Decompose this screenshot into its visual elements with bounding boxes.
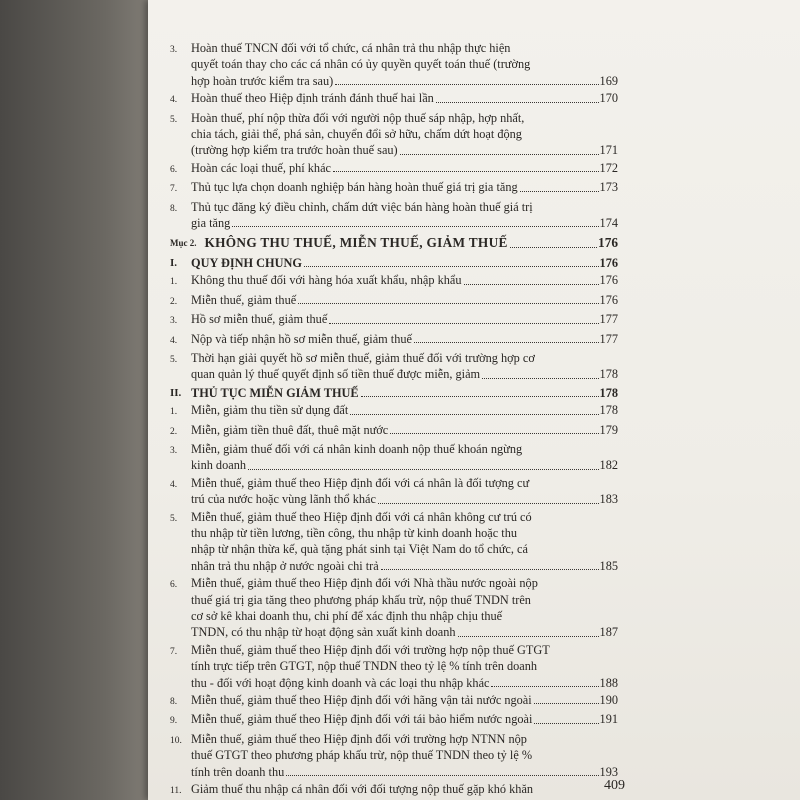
entry-text: kinh doanh bbox=[191, 458, 246, 473]
entry-text: Giảm thuế thu nhập cá nhân đối với đối tượng nộp thuế gặp khó khăn bbox=[191, 782, 534, 797]
entry-page: 190 bbox=[599, 693, 618, 708]
entry-text: tính trên doanh thu bbox=[191, 764, 285, 779]
background-surface bbox=[0, 0, 150, 800]
leader-dots bbox=[286, 775, 598, 776]
entry-number: 8. bbox=[170, 203, 178, 214]
entry-text: Không thu thuế đối với hàng hóa xuất khẩu, nhập khẩu bbox=[191, 273, 462, 288]
entry-text: Miễn thuế, giảm thuế theo Hiệp định đối với cá nhân không cư trú có bbox=[191, 509, 532, 524]
toc-entry bbox=[170, 199, 618, 232]
leader-dots bbox=[436, 102, 599, 103]
entry-text: thuế GTGT theo phương pháp khấu trừ, nộp thuế TNDN theo tỷ lệ % bbox=[191, 748, 533, 763]
entry-page: 178 bbox=[599, 403, 618, 418]
toc-entry bbox=[170, 110, 618, 159]
toc-entry bbox=[170, 160, 618, 178]
entry-page: 187 bbox=[599, 625, 618, 640]
part-heading-general bbox=[170, 255, 618, 271]
section-page: 176 bbox=[598, 235, 618, 251]
entry-text: Hoàn thuế theo Hiệp định tránh đánh thuế hai lần bbox=[191, 91, 434, 106]
toc-entry bbox=[170, 179, 618, 197]
entry-text: Miễn thuế, giảm thuế theo Hiệp định đối với tái bảo hiểm nước ngoài bbox=[191, 712, 533, 727]
section-heading bbox=[170, 235, 618, 251]
entry-text: Miễn thuế, giảm thuế theo Hiệp định đối với Nhà thầu nước ngoài nộp bbox=[191, 576, 538, 591]
entry-text: Miễn thuế, giảm thuế theo Hiệp định đối với trường hợp nộp thuế GTGT bbox=[191, 642, 550, 657]
entry-number: 4. bbox=[170, 479, 178, 490]
entry-number: 5. bbox=[170, 114, 178, 125]
entry-text: (trường hợp kiểm tra trước hoàn thuế sau) bbox=[191, 143, 398, 158]
leader-dots bbox=[482, 378, 598, 379]
leader-dots bbox=[335, 84, 598, 85]
entry-page: 169 bbox=[599, 73, 618, 88]
leader-dots bbox=[329, 323, 598, 324]
entry-text: quan quản lý thuế quyết định số tiền thuế được miễn, giảm bbox=[191, 367, 481, 382]
entry-text: Hoàn thuế, phí nộp thừa đối với người nộp thuế sáp nhập, hợp nhất, bbox=[191, 110, 525, 125]
toc-entry bbox=[170, 575, 618, 641]
leader-dots bbox=[534, 723, 598, 724]
entry-text: Miễn, giảm thu tiền sử dụng đất bbox=[191, 403, 349, 418]
entry-number: 2. bbox=[170, 296, 178, 307]
entry-text: Thời hạn giải quyết hồ sơ miễn thuế, giảm thuế đối với trường hợp cơ bbox=[191, 350, 535, 365]
entry-number: 2. bbox=[170, 426, 178, 437]
entry-number: 7. bbox=[170, 646, 178, 657]
entry-number: 11. bbox=[170, 786, 182, 797]
entry-page: 176 bbox=[599, 292, 618, 307]
toc-group-procedures bbox=[170, 402, 618, 799]
toc-entry bbox=[170, 272, 618, 290]
part-title: QUY ĐỊNH CHUNG bbox=[191, 255, 302, 270]
entry-number: 5. bbox=[170, 354, 178, 365]
toc-entry bbox=[170, 642, 618, 691]
toc-entry bbox=[170, 402, 618, 420]
entry-number: 6. bbox=[170, 164, 178, 175]
entry-page: 173 bbox=[599, 180, 618, 195]
entry-text: trú của nước hoặc vùng lãnh thổ khác bbox=[191, 492, 376, 507]
page-number: 409 bbox=[604, 778, 625, 793]
toc-entry bbox=[170, 441, 618, 474]
entry-text: nhân trả thu nhập ở nước ngoài chi trả bbox=[191, 558, 379, 573]
leader-dots bbox=[458, 636, 599, 637]
leader-dots bbox=[378, 503, 599, 504]
part-number: II. bbox=[170, 386, 182, 399]
entry-text: Thủ tục đăng ký điều chỉnh, chấm dứt việc bán hàng hoàn thuế giá trị bbox=[191, 199, 533, 214]
entry-text: Hoàn các loại thuế, phí khác bbox=[191, 160, 331, 175]
entry-page: 183 bbox=[599, 492, 618, 507]
leader-dots bbox=[510, 247, 597, 248]
entry-number: 6. bbox=[170, 580, 178, 591]
part-page: 176 bbox=[599, 255, 618, 270]
toc-group-general bbox=[170, 272, 618, 382]
entry-page: 178 bbox=[599, 367, 618, 382]
part-number: I. bbox=[170, 256, 178, 269]
leader-dots bbox=[491, 686, 598, 687]
leader-dots bbox=[333, 171, 599, 172]
entry-number: 10. bbox=[170, 735, 182, 746]
entry-text: thuế giá trị gia tăng theo phương pháp khấu trừ, nộp thuế TNDN trên bbox=[191, 592, 531, 607]
leader-dots bbox=[232, 226, 598, 227]
entry-text: Nộp và tiếp nhận hồ sơ miễn thuế, giảm thuế bbox=[191, 331, 412, 346]
entry-page: 188 bbox=[599, 675, 618, 690]
part-heading-procedures bbox=[170, 385, 618, 401]
entry-page: 172 bbox=[599, 160, 618, 175]
entry-number: 4. bbox=[170, 95, 178, 106]
leader-dots bbox=[248, 469, 599, 470]
entry-number: 9. bbox=[170, 716, 178, 727]
toc-entry bbox=[170, 350, 618, 383]
leader-dots bbox=[361, 396, 599, 397]
entry-text: Miễn, giảm thuế đối với cá nhân kinh doanh nộp thuế khoán ngừng bbox=[191, 441, 523, 456]
toc-entry bbox=[170, 781, 618, 799]
toc-entry bbox=[170, 692, 618, 710]
leader-dots bbox=[381, 569, 599, 570]
part-title: THỦ TỤC MIỄN GIẢM THUẾ bbox=[191, 385, 359, 400]
entry-number: 1. bbox=[170, 277, 178, 288]
leader-dots bbox=[350, 414, 598, 415]
entry-text: cơ sở kê khai doanh thu, chi phí để xác định thu nhập chịu thuế bbox=[191, 609, 503, 623]
toc-entry bbox=[170, 90, 618, 108]
entry-page: 170 bbox=[599, 91, 618, 106]
entry-text: thu - đối với hoạt động kinh doanh và các loại thu nhập khác bbox=[191, 675, 490, 690]
section-label: Mục 2. bbox=[170, 238, 197, 249]
entry-text: chia tách, giải thể, phá sản, chuyển đổi sở hữu, chấm dứt hoạt động bbox=[191, 127, 522, 142]
entry-number: 3. bbox=[170, 316, 178, 327]
entry-text: Hồ sơ miễn thuế, giảm thuế bbox=[191, 312, 328, 327]
leader-dots bbox=[400, 154, 599, 155]
entry-page: 176 bbox=[599, 273, 618, 288]
leader-dots bbox=[520, 191, 599, 192]
entry-page: 185 bbox=[599, 558, 618, 573]
entry-text: gia tăng bbox=[191, 216, 231, 231]
entry-text: Hoàn thuế TNCN đối với tổ chức, cá nhân trả thu nhập thực hiện bbox=[191, 41, 511, 55]
toc-entry bbox=[170, 711, 618, 729]
entry-text: Miễn, giảm tiền thuê đất, thuê mặt nước bbox=[191, 422, 389, 437]
entry-number: 3. bbox=[170, 445, 178, 456]
toc-entry bbox=[170, 731, 618, 780]
entry-number: 5. bbox=[170, 513, 178, 524]
entry-page: 171 bbox=[599, 143, 618, 158]
leader-dots bbox=[390, 433, 598, 434]
entry-text: quyết toán thay cho các cá nhân có ủy quyền quyết toán thuế (trường bbox=[191, 57, 531, 72]
entry-text: Thủ tục lựa chọn doanh nghiệp bán hàng hoàn thuế giá trị gia tăng bbox=[191, 180, 518, 195]
entry-text: Miễn thuế, giảm thuế theo Hiệp định đối với hãng vận tải nước ngoài bbox=[191, 693, 532, 708]
leader-dots bbox=[464, 284, 599, 285]
entry-number: 8. bbox=[170, 697, 178, 708]
entry-text: nhập từ nhận thừa kế, quà tặng phát sinh tại Việt Nam do tổ chức, cá bbox=[191, 542, 528, 557]
toc-entry bbox=[170, 311, 618, 329]
leader-dots bbox=[304, 266, 599, 267]
part-page: 178 bbox=[599, 385, 618, 400]
book-page bbox=[148, 0, 800, 800]
toc-entry bbox=[170, 509, 618, 575]
toc-group-refunds bbox=[170, 40, 618, 231]
entry-text: Miễn thuế, giảm thuế bbox=[191, 292, 297, 307]
toc-entry bbox=[170, 40, 618, 89]
entry-number: 3. bbox=[170, 45, 178, 55]
table-of-contents bbox=[170, 40, 618, 800]
entry-text: TNDN, có thu nhập từ hoạt động sản xuất kinh doanh bbox=[191, 625, 456, 640]
section-title: KHÔNG THU THUẾ, MIỄN THUẾ, GIẢM THUẾ bbox=[204, 235, 508, 251]
entry-text: Miễn thuế, giảm thuế theo Hiệp định đối với cá nhân là đối tượng cư bbox=[191, 475, 530, 490]
leader-dots bbox=[298, 303, 598, 304]
entry-page: 182 bbox=[599, 458, 618, 473]
leader-dots bbox=[534, 703, 599, 704]
entry-page: 174 bbox=[599, 216, 618, 231]
entry-page: 191 bbox=[599, 712, 618, 727]
toc-entry bbox=[170, 475, 618, 508]
entry-number: 4. bbox=[170, 335, 178, 346]
toc-entry bbox=[170, 422, 618, 440]
entry-text: hợp hoàn trước kiểm tra sau) bbox=[191, 73, 334, 88]
toc-entry bbox=[170, 331, 618, 349]
entry-text: thu nhập từ tiền lương, tiền công, thu nhập từ kinh doanh hoặc thu bbox=[191, 525, 518, 540]
leader-dots bbox=[414, 342, 599, 343]
entry-page: 179 bbox=[599, 422, 618, 437]
entry-page: 177 bbox=[599, 312, 618, 327]
entry-number: 7. bbox=[170, 184, 178, 195]
toc-entry bbox=[170, 292, 618, 310]
entry-text: tính trực tiếp trên GTGT, nộp thuế TNDN theo tỷ lệ % tính trên doanh bbox=[191, 659, 538, 674]
entry-page: 193 bbox=[599, 764, 618, 779]
entry-number: 1. bbox=[170, 407, 178, 418]
entry-page: 177 bbox=[599, 331, 618, 346]
entry-text: Miễn thuế, giảm thuế theo Hiệp định đối với trường hợp NTNN nộp bbox=[191, 731, 527, 746]
